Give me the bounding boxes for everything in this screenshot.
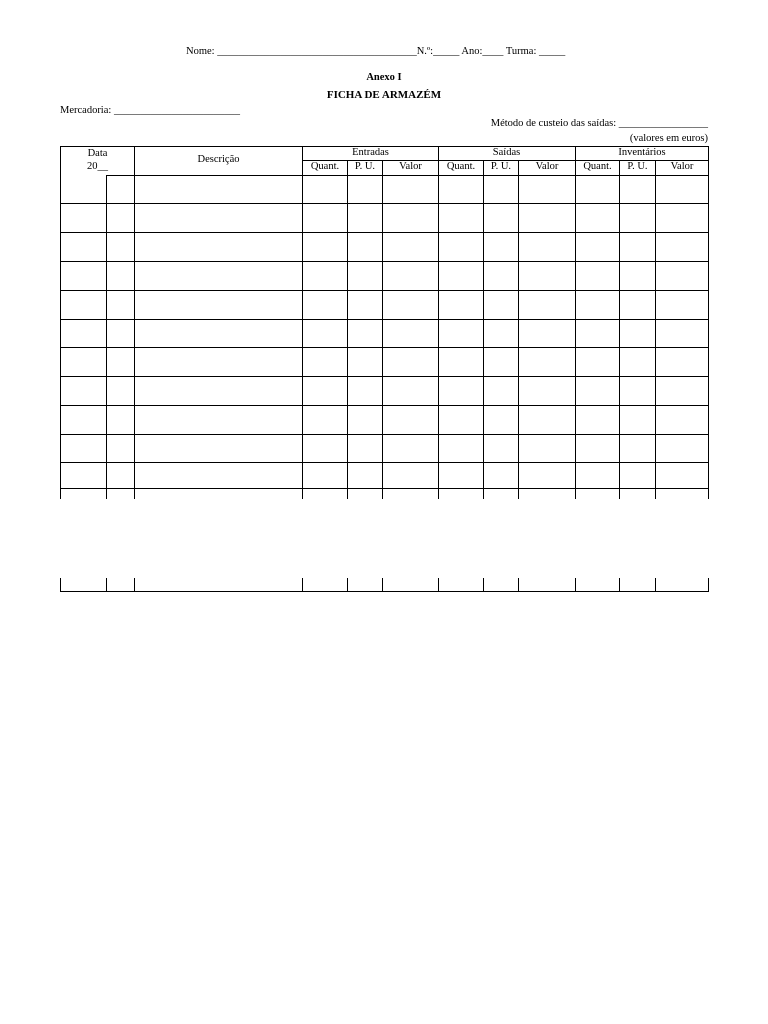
subcolumn-line [483,160,484,499]
date-split-line [106,175,107,499]
date-header [61,147,134,173]
table-stub-line [655,578,656,592]
group-column-line [575,146,576,499]
subcolumn-line [382,160,383,499]
group-header-entradas: Entradas [352,147,389,158]
year-field[interactable]: ____ [482,46,504,57]
costing-method-label: Método de custeio das saídas: [490,118,617,129]
table-stub-line [438,578,439,592]
class-label: Turma: [505,46,537,57]
subheader-quant: Quant. [310,161,340,172]
merchandise-label: Mercadoria: [60,105,112,116]
table-top-border [60,146,709,147]
subheader-valor: Valor [670,161,694,172]
table-bottom-border [60,591,709,592]
date-header-year: 20__ [87,161,108,172]
page-title: FICHA DE ARMAZÉM [326,89,442,101]
row-divider [60,319,709,320]
table-stub-line [347,578,348,592]
description-column-line [134,146,135,499]
group-header-inventarios: Inventários [618,147,666,158]
subheader-pu: P. U. [490,161,512,172]
row-divider [60,347,709,348]
row-divider [60,434,709,435]
subheader-quant: Quant. [583,161,612,172]
row-divider [60,376,709,377]
merchandise-row [60,105,240,116]
group-divider-line [302,160,709,161]
number-label: N.º: [416,46,434,57]
annex-label: Anexo I [366,72,402,83]
number-field[interactable]: _____ [433,46,460,57]
group-column-line [302,146,303,499]
year-label: Ano: [461,46,483,57]
name-field[interactable]: ______________________________________ [217,46,417,57]
class-field[interactable]: _____ [539,46,566,57]
table-stub-line [302,578,303,592]
group-header-saidas: Saídas [492,147,521,158]
costing-method-field[interactable]: _________________ [618,118,708,129]
table-stub-line [518,578,519,592]
units-note: (valores em euros) [629,133,708,144]
table-stub-line [619,578,620,592]
table-stub-line [106,578,107,592]
table-stub-line [382,578,383,592]
subcolumn-line [347,160,348,499]
table-right-border [708,146,709,499]
row-divider [60,462,709,463]
date-header-label: Data [87,148,108,159]
row-divider [60,290,709,291]
student-header [186,46,565,57]
table-stub-line [575,578,576,592]
row-divider [60,405,709,406]
row-divider [60,203,709,204]
row-divider [60,488,709,489]
subcolumn-line [619,160,620,499]
costing-method-row [491,118,708,129]
subcolumn-line [655,160,656,499]
description-header: Descrição [197,154,240,165]
table-stub-line [483,578,484,592]
group-column-line [438,146,439,499]
subheader-pu: P. U. [627,161,648,172]
table-stub-line [134,578,135,592]
subheader-valor: Valor [399,161,422,172]
subheader-quant: Quant. [446,161,476,172]
subcolumn-line [518,160,519,499]
subheader-valor: Valor [535,161,559,172]
row-divider [60,232,709,233]
table-stub-line [708,578,709,592]
name-label: Nome: [186,46,215,57]
merchandise-field[interactable]: ________________________ [113,105,240,116]
table-left-border [60,146,61,499]
subheader-pu: P. U. [354,161,376,172]
table-stub-line [60,578,61,592]
row-divider [60,261,709,262]
